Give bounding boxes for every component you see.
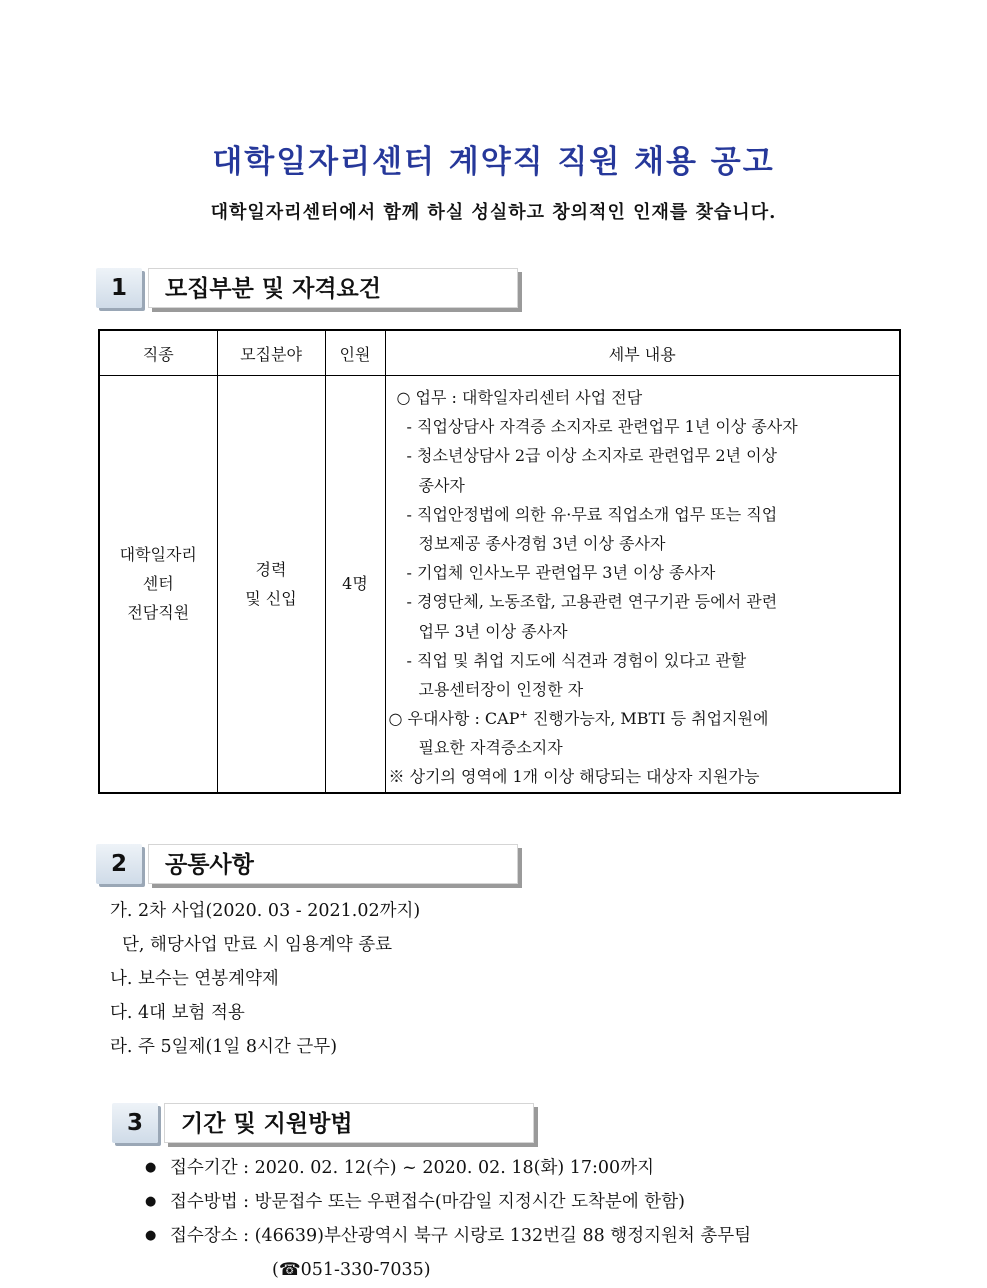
bullet-icon: ● [145, 1194, 157, 1209]
page-title: 대학일자리센터 계약직 직원 채용 공고 [212, 144, 775, 180]
detail-line: 고용센터장이 인정한 자 [418, 679, 584, 699]
apply-text: 접수기간 : 2020. 02. 12(수) ~ 2020. 02. 18(화) 17:00까지 [170, 1158, 655, 1178]
list-item: 나. 보수는 연봉계약제 [110, 969, 279, 989]
detail-line: - 청소년상담사 2급 이상 소지자로 관련업무 2년 이상 [406, 446, 777, 466]
apply-text: 접수장소 : (46639)부산광역시 북구 시랑로 132번길 88 행정지원처 총무팀 [170, 1226, 752, 1246]
detail-line: - 직업안정법에 의한 유·무료 직업소개 업무 또는 직업 [406, 504, 778, 524]
list-item [145, 1185, 751, 1219]
bullet-icon: ● [145, 1228, 157, 1243]
apply-items [145, 1151, 751, 1287]
page-subtitle: 대학일자리센터에서 함께 하실 성실하고 창의적인 인재를 찾습니다. [210, 202, 777, 223]
detail-line: 종사자 [418, 475, 465, 495]
section-title: 모집부분 및 자격요건 [148, 268, 518, 308]
details-cell [385, 376, 900, 793]
list-item: 단, 해당사업 만료 시 임용계약 종료 [122, 935, 393, 955]
field-line: 경력 [255, 559, 287, 579]
list-item: 라. 주 5일제(1일 8시간 근무) [110, 1037, 338, 1057]
field-cell [217, 376, 325, 793]
detail-line: ※ 상기의 영역에 1개 이상 해당되는 대상자 지원가능 [388, 767, 760, 787]
job-line: 센터 [142, 574, 174, 594]
header-field: 모집분야 [217, 330, 325, 376]
header-job: 직종 [99, 330, 217, 376]
job-cell [99, 376, 217, 793]
section-number: 2 [96, 844, 142, 884]
job-line: 전담직원 [127, 603, 190, 623]
table-row [99, 376, 900, 793]
section-number: 3 [112, 1103, 158, 1143]
detail-line: - 직업상담사 자격증 소지자로 관련업무 1년 이상 종사자 [406, 417, 798, 437]
detail-line: - 경영단체, 노동조합, 고용관련 연구기관 등에서 관련 [406, 592, 778, 612]
bullet-icon: ● [145, 1160, 157, 1175]
field-line: 및 신입 [245, 588, 297, 608]
section-title: 기간 및 지원방법 [164, 1103, 534, 1143]
detail-line: - 기업체 인사노무 관련업무 3년 이상 종사자 [406, 563, 716, 583]
apply-text: 접수방법 : 방문접수 또는 우편접수(마감일 지정시간 도착분에 한함) [170, 1192, 685, 1212]
section-header-1 [96, 268, 526, 316]
preference-label: ○ 우대사항 : CAP [388, 709, 520, 729]
detail-line: - 직업 및 취업 지도에 식견과 경험이 있다고 관할 [406, 650, 747, 670]
section-number: 1 [96, 268, 142, 308]
section-title: 공통사항 [148, 844, 518, 884]
recruitment-table [98, 329, 901, 794]
detail-line: 정보제공 종사경험 3년 이상 종사자 [418, 533, 666, 553]
detail-line: 필요한 자격증소지자 [418, 738, 563, 758]
phone-number: (☎051-330-7035) [272, 1260, 431, 1280]
detail-line: ○ 업무 : 대학일자리센터 사업 전담 [396, 388, 643, 407]
list-item: 가. 2차 사업(2020. 03 - 2021.02까지) [110, 901, 421, 921]
list-item: 다. 4대 보험 적용 [110, 1003, 245, 1023]
detail-line: 업무 3년 이상 종사자 [418, 621, 568, 641]
common-items [110, 894, 420, 1064]
header-details: 세부 내용 [385, 330, 900, 376]
detail-line [389, 704, 896, 733]
header-count: 인원 [325, 330, 385, 376]
superscript-plus: + [519, 709, 528, 721]
list-item [145, 1151, 751, 1185]
preference-text: 진행가능자, MBTI 등 취업지원에 [527, 709, 769, 729]
count-cell: 4명 [325, 376, 385, 793]
job-line: 대학일자리 [119, 545, 197, 565]
section-header-2 [96, 844, 526, 892]
list-item [145, 1219, 751, 1253]
section-header-3 [112, 1103, 542, 1151]
table-header-row [99, 330, 900, 376]
